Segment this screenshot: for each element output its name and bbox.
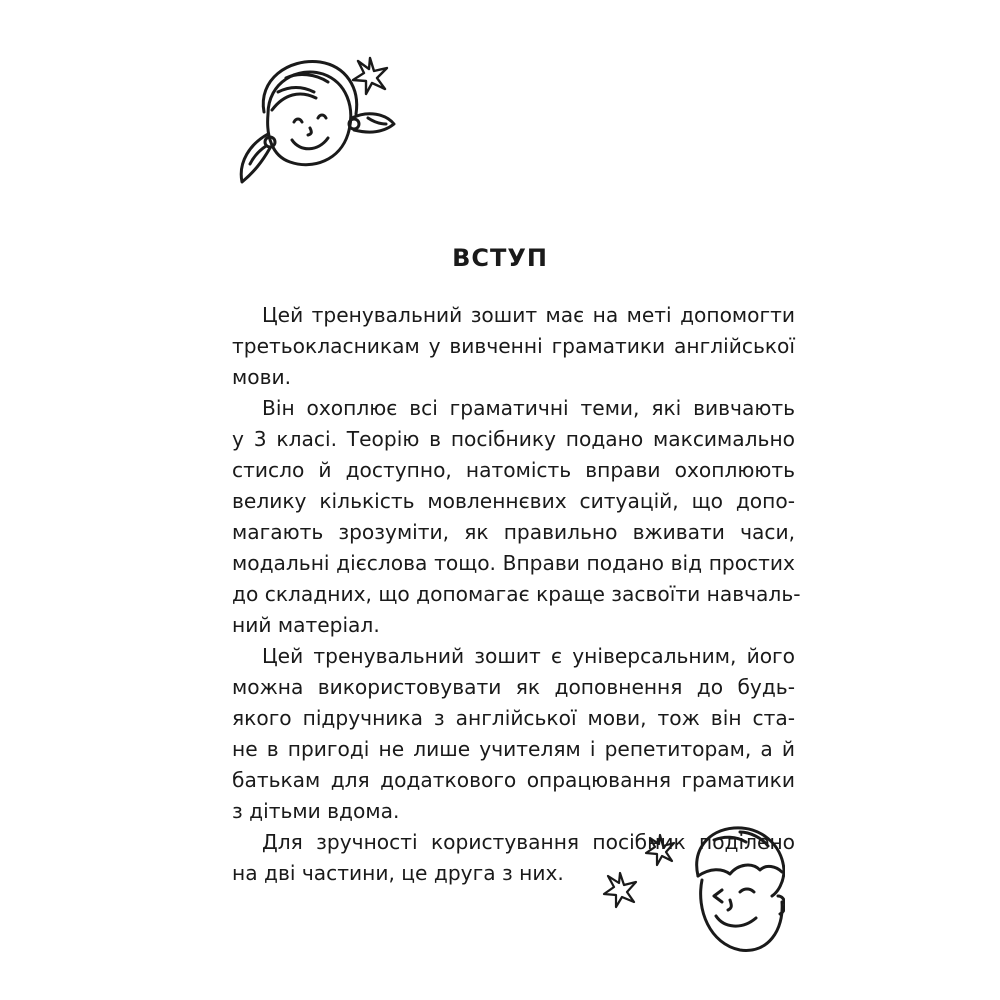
paragraph-3 — [232, 641, 795, 827]
text-line: Для зручності користування посібник поділено — [262, 830, 795, 854]
paragraph-1 — [232, 300, 795, 393]
text-line: Цей тренувальний зошит має на меті допомогти — [262, 303, 795, 327]
text-line: можна використовувати як доповнення до будь- — [232, 675, 795, 699]
text-line: Цей тренувальний зошит є універсальним, його — [262, 644, 795, 668]
text-line: Він охоплює всі граматичні теми, які вивчають — [262, 396, 795, 420]
text-line: у 3 класі. Теорію в посібнику подано максимально — [232, 427, 795, 451]
text-line: з дітьми вдома. — [232, 799, 400, 823]
girl-illustration-icon — [228, 52, 398, 192]
text-line: до складних, що допомагає краще засвоїти навчаль- — [232, 582, 801, 606]
text-line: третьокласникам у вивченні граматики англійської — [232, 334, 795, 358]
text-line: ний матеріал. — [232, 613, 380, 637]
intro-body — [232, 300, 801, 889]
text-line: велику кількість мовленнєвих ситуацій, що допо- — [232, 489, 795, 513]
text-line: стисло й доступно, натомість вправи охоплюють — [232, 458, 795, 482]
text-line: модальні дієслова тощо. Вправи подано від простих — [232, 551, 795, 575]
text-line: якого підручника з англійської мови, тож він ста- — [232, 706, 795, 730]
text-line: мови. — [232, 365, 292, 389]
page-title: ВСТУП — [452, 244, 548, 272]
text-line: магають зрозуміти, як правильно вживати часи, — [232, 520, 795, 544]
text-line: не в пригоді не лише учителям і репетиторам, а й — [232, 737, 795, 761]
paragraph-2 — [232, 393, 801, 641]
text-line: батькам для додаткового опрацювання граматики — [232, 768, 795, 792]
text-line: на дві частини, це друга з них. — [232, 861, 564, 885]
boy-illustration-icon — [590, 810, 785, 960]
